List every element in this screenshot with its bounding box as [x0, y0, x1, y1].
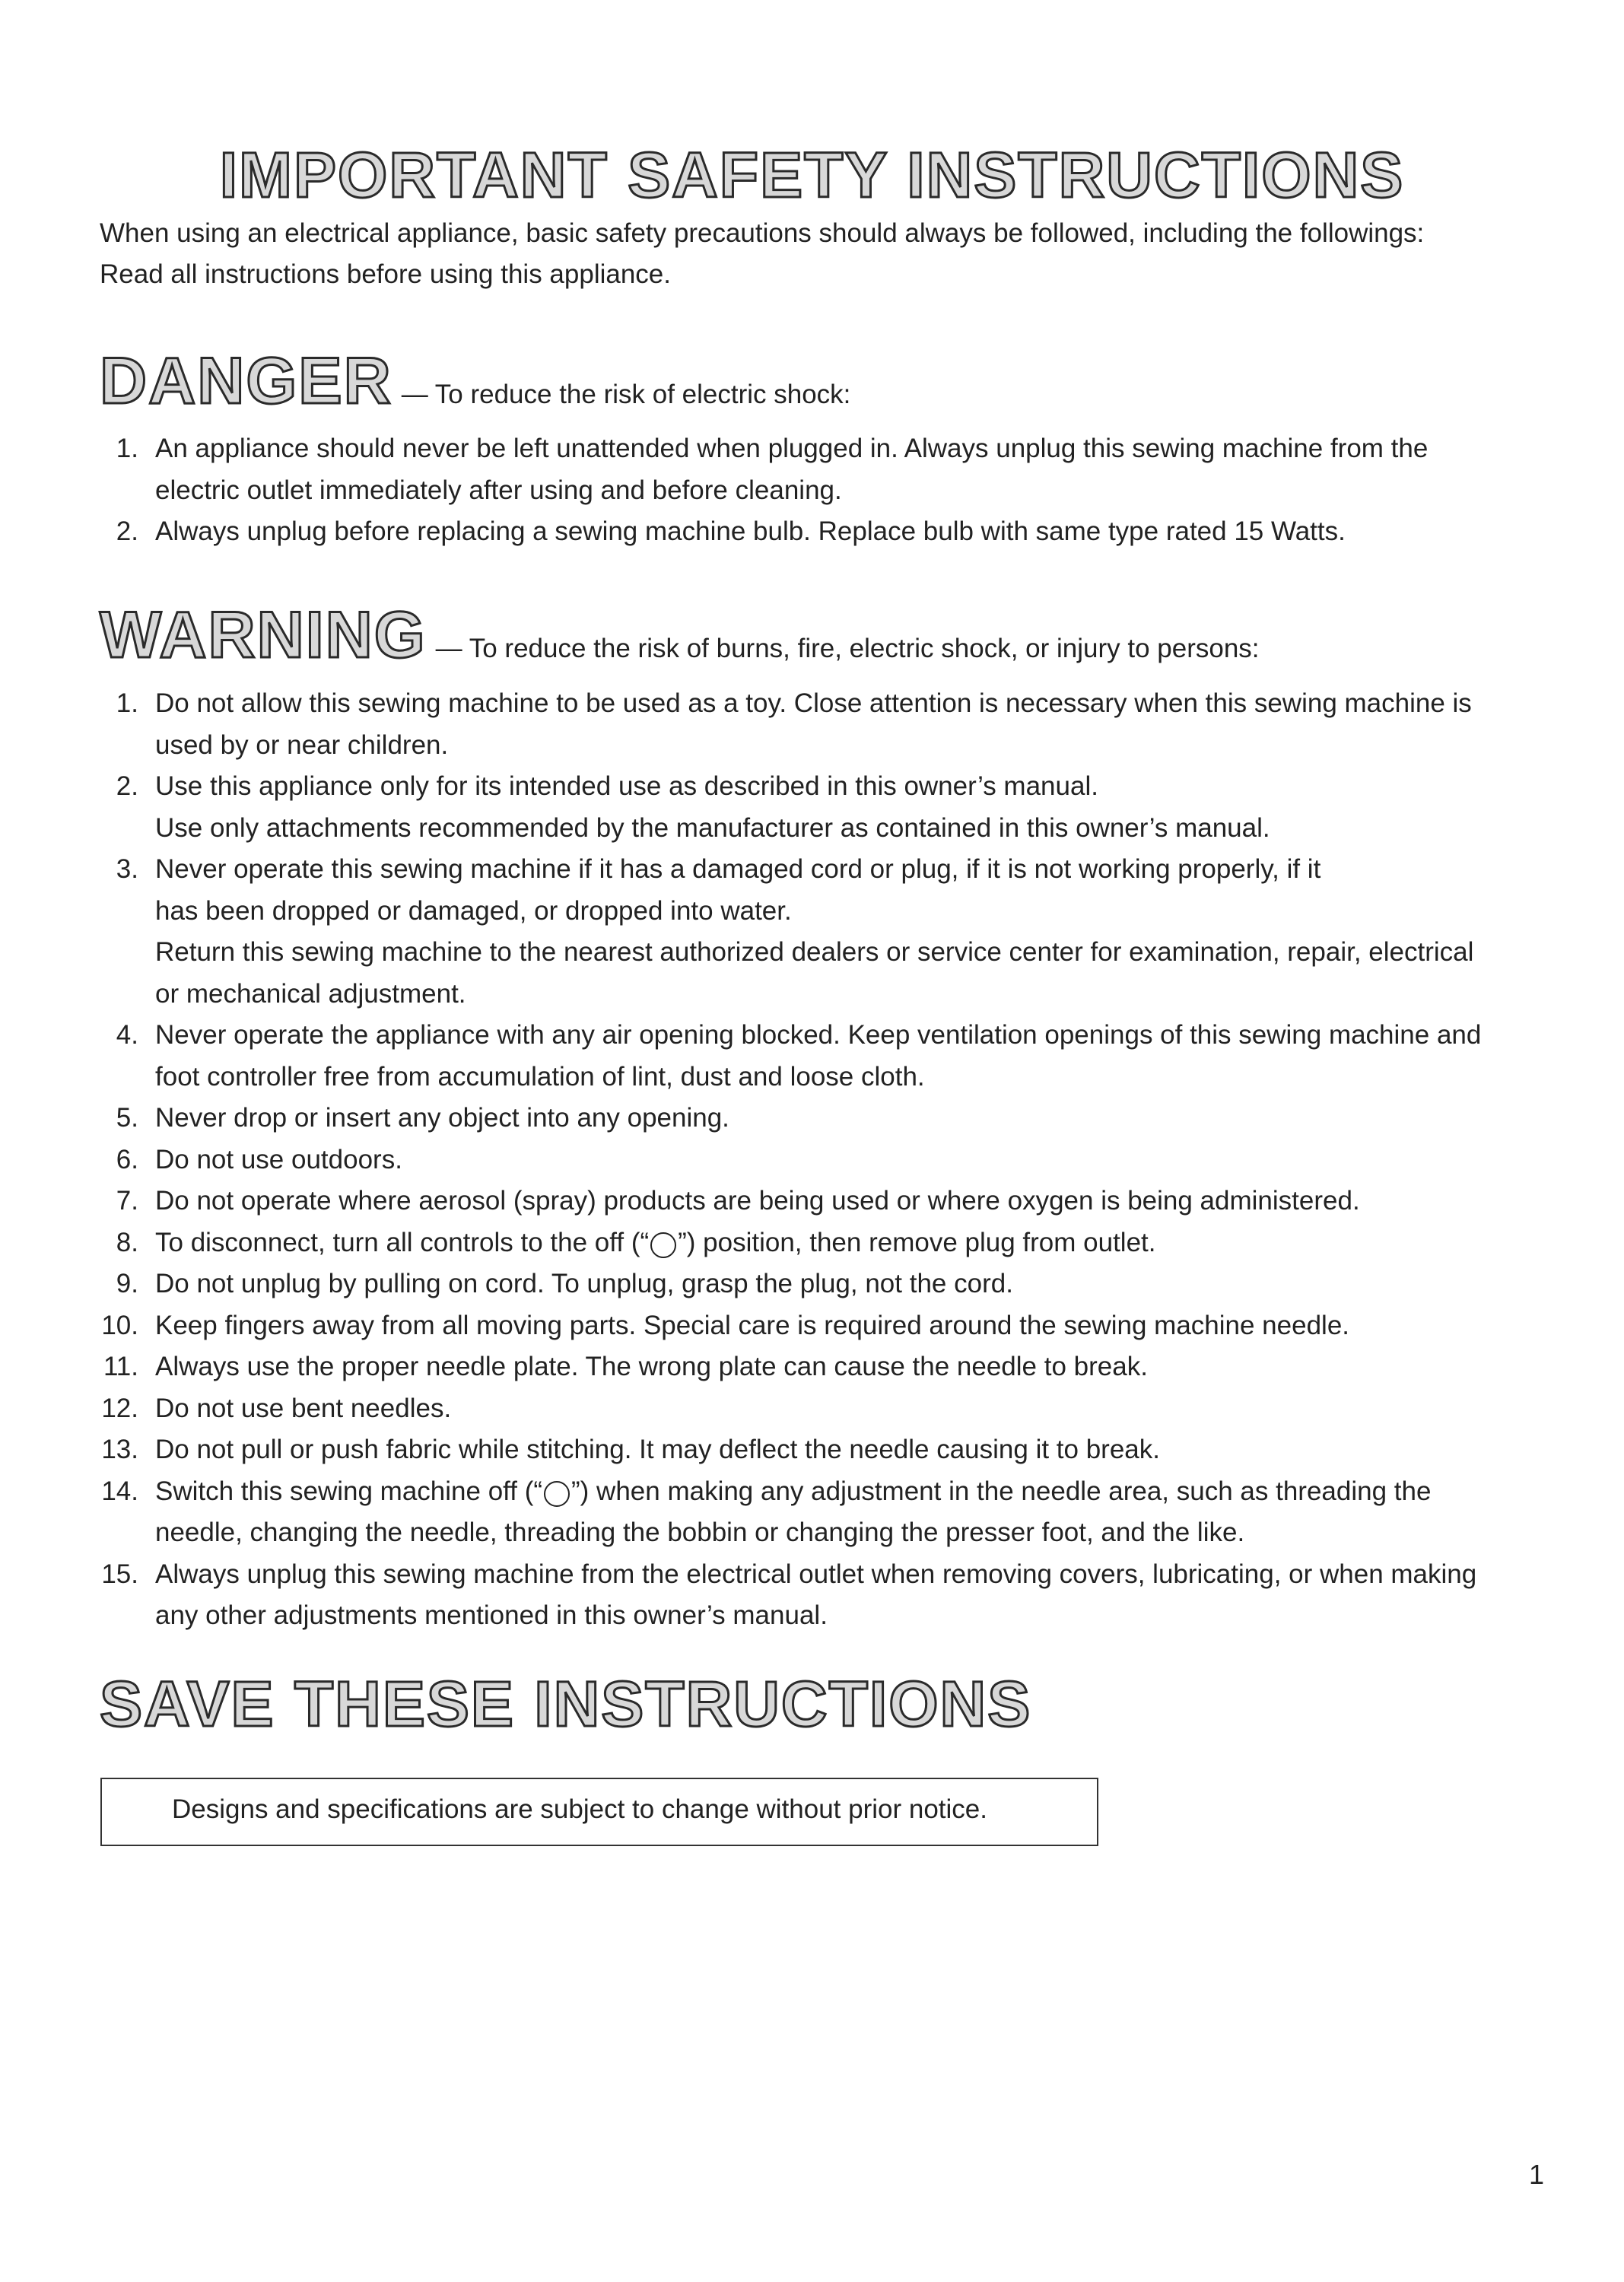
item-line: has been dropped or damaged, or dropped into water. — [155, 895, 792, 926]
page-number: 1 — [1528, 2159, 1544, 2190]
item-line: Never drop or insert any object into any opening. — [155, 1103, 729, 1133]
item-text: ”) position, then remove plug from outlet. — [678, 1227, 1156, 1257]
item-line: Always unplug before replacing a sewing machine bulb. Replace bulb with same type rated 15 Watts. — [155, 516, 1346, 546]
item-line — [155, 1471, 1533, 1513]
item-line: electric outlet immediately after using and before cleaning. — [155, 475, 842, 505]
item-line: Use only attachments recommended by the manufacturer as contained in this owner’s manual. — [155, 812, 1270, 843]
item-number: 2. — [116, 771, 138, 801]
warning-label: WARNING — [100, 599, 427, 672]
warning-heading — [100, 599, 1260, 672]
item-number: 6. — [116, 1144, 138, 1174]
list-item — [84, 849, 1533, 1015]
intro-line-1: When using an electrical appliance, basic safety precautions should always be followed, including the followings: — [100, 218, 1425, 248]
item-line: needle, changing the needle, threading the bobbin or changing the presser foot, and the like. — [155, 1518, 1245, 1547]
item-number: 7. — [116, 1186, 138, 1216]
danger-label: DANGER — [100, 345, 392, 418]
item-line: Never operate the appliance with any air opening blocked. Keep ventilation openings of this sewing machine and — [155, 1020, 1482, 1050]
list-item — [84, 1098, 1533, 1139]
item-line: or mechanical adjustment. — [155, 978, 466, 1009]
notice-text: Designs and specifications are subject to change without prior notice. — [172, 1794, 987, 1824]
intro-line-2: Read all instructions before using this appliance. — [100, 259, 671, 289]
danger-list — [84, 428, 1533, 553]
item-number: 4. — [116, 1020, 138, 1050]
off-position-icon — [544, 1481, 570, 1507]
danger-subtitle: — To reduce the risk of electric shock: — [401, 380, 851, 409]
save-instructions-heading: SAVE THESE INSTRUCTIONS — [100, 1668, 1032, 1740]
list-item — [84, 683, 1533, 766]
item-line: Do not pull or push fabric while stitching. It may deflect the needle causing it to break. — [155, 1435, 1160, 1464]
item-line: used by or near children. — [155, 729, 449, 760]
list-item — [84, 1471, 1533, 1554]
list-item — [84, 428, 1533, 511]
item-line: Do not use bent needles. — [155, 1393, 452, 1423]
notice-box — [100, 1778, 1098, 1846]
item-line: foot controller free from accumulation of lint, dust and loose cloth. — [155, 1061, 925, 1092]
list-item — [84, 766, 1533, 849]
item-number: 15. — [101, 1559, 138, 1589]
item-text: Switch this sewing machine off (“ — [155, 1476, 543, 1506]
item-text: ”) when making any adjustment in the needle area, such as threading the — [571, 1476, 1432, 1506]
list-item — [84, 1263, 1533, 1305]
item-number: 13. — [101, 1435, 138, 1464]
item-number: 10. — [101, 1310, 138, 1340]
item-number: 8. — [116, 1227, 138, 1257]
item-number: 9. — [116, 1269, 138, 1298]
item-number: 2. — [116, 516, 138, 546]
item-line: Use this appliance only for its intended use as described in this owner’s manual. — [155, 771, 1098, 801]
item-line: Do not allow this sewing machine to be used as a toy. Close attention is necessary when this sewing machine is — [155, 688, 1472, 718]
item-text: To disconnect, turn all controls to the off (“ — [155, 1227, 650, 1257]
list-item — [84, 1015, 1533, 1098]
warning-subtitle: — To reduce the risk of burns, fire, electric shock, or injury to persons: — [435, 634, 1260, 663]
item-number: 1. — [116, 688, 138, 718]
item-line: Keep fingers away from all moving parts. Special care is required around the sewing machine needle. — [155, 1310, 1350, 1340]
item-number: 1. — [116, 434, 138, 463]
item-line: Do not unplug by pulling on cord. To unplug, grasp the plug, not the cord. — [155, 1269, 1013, 1298]
item-number: 11. — [103, 1352, 138, 1381]
danger-heading — [100, 345, 851, 418]
list-item — [84, 511, 1533, 553]
item-line: any other adjustments mentioned in this owner’s manual. — [155, 1600, 828, 1630]
list-item — [84, 1346, 1533, 1388]
item-line: An appliance should never be left unattended when plugged in. Always unplug this sewing machine from the — [155, 434, 1429, 463]
item-line: Never operate this sewing machine if it has a damaged cord or plug, if it is not working properly, if it — [155, 854, 1321, 884]
item-line — [155, 1222, 1533, 1264]
list-item — [84, 1305, 1533, 1347]
item-number: 12. — [101, 1393, 138, 1423]
item-line: Return this sewing machine to the nearest authorized dealers or service center for examination, repair, electrical — [155, 937, 1474, 967]
list-item — [84, 1181, 1533, 1222]
page-title: IMPORTANT SAFETY INSTRUCTIONS — [219, 139, 1405, 211]
item-number: 3. — [116, 854, 138, 884]
list-item — [84, 1388, 1533, 1430]
item-line: Always use the proper needle plate. The wrong plate can cause the needle to break. — [155, 1352, 1148, 1381]
list-item — [84, 1139, 1533, 1181]
list-item — [84, 1429, 1533, 1471]
intro-text — [100, 213, 1424, 295]
list-item — [84, 1554, 1533, 1637]
item-line: Do not use outdoors. — [155, 1144, 402, 1174]
off-position-icon — [650, 1232, 676, 1258]
item-number: 5. — [116, 1103, 138, 1133]
list-item — [84, 1222, 1533, 1264]
warning-list — [84, 683, 1533, 1637]
item-line: Always unplug this sewing machine from the electrical outlet when removing covers, lubricating, or when making — [155, 1559, 1477, 1589]
item-number: 14. — [101, 1476, 138, 1506]
item-line: Do not operate where aerosol (spray) products are being used or where oxygen is being administered. — [155, 1186, 1360, 1216]
